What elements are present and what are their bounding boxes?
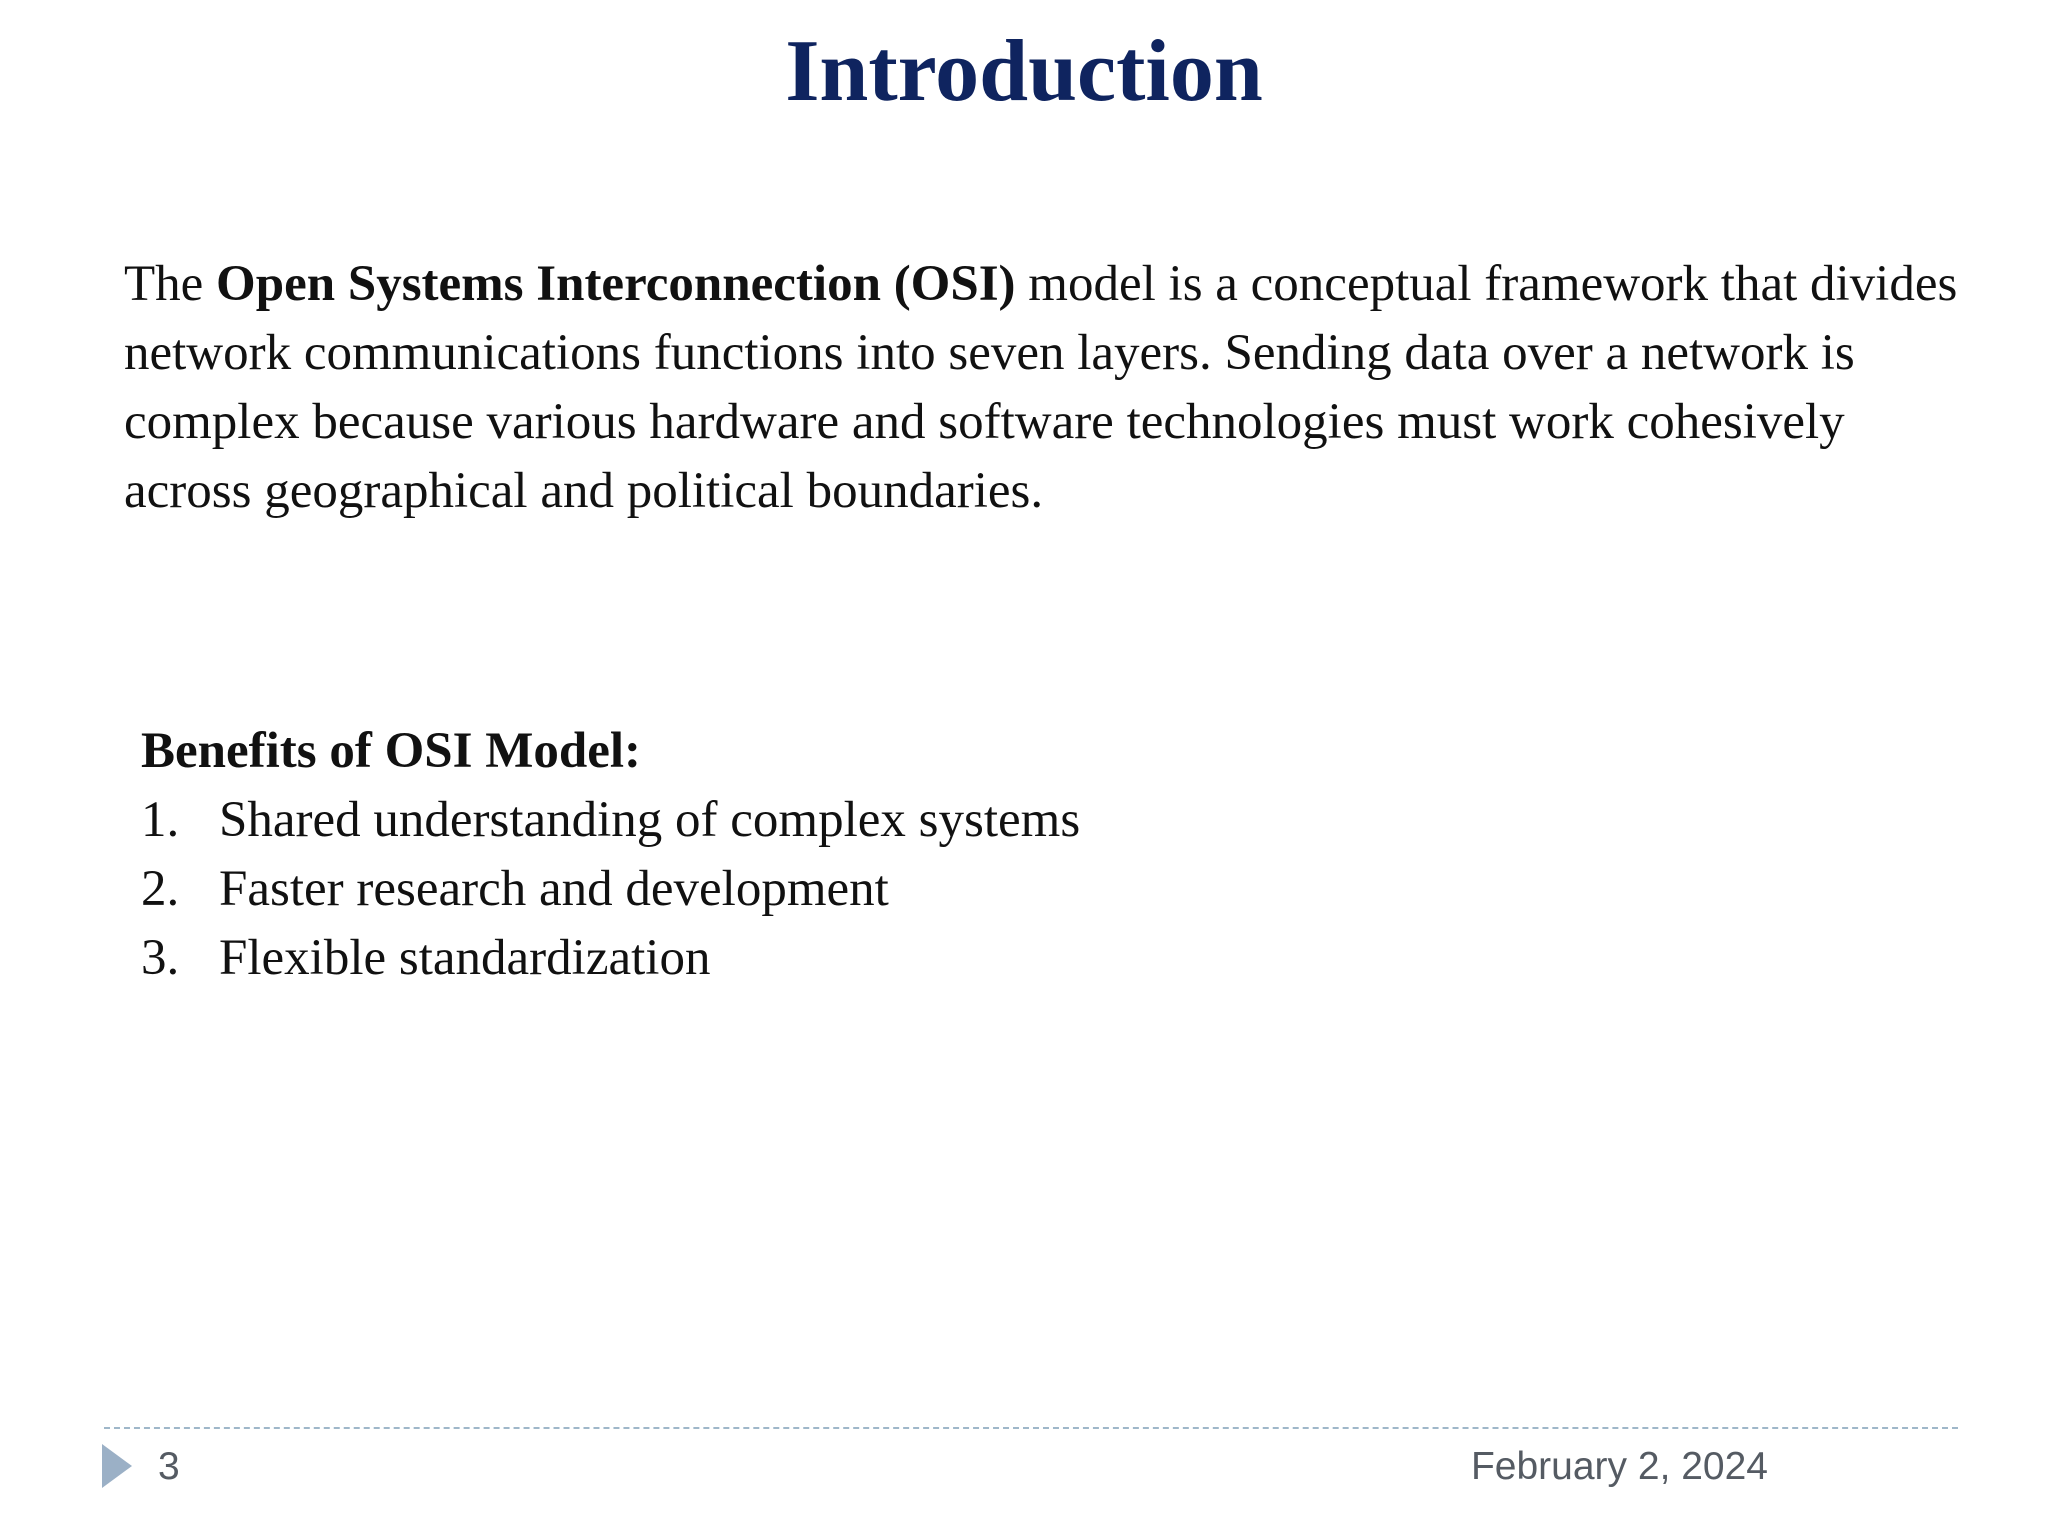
list-item-number: 3.: [141, 930, 180, 986]
footer-divider: [104, 1427, 1958, 1429]
list-item-text: Flexible standardization: [219, 930, 711, 986]
page-title: Introduction: [785, 23, 1263, 120]
osi-term: Open Systems Interconnection (OSI): [216, 256, 1016, 312]
list-item: [141, 786, 1841, 855]
page-number: 3: [158, 1445, 180, 1488]
footer-date: February 2, 2024: [1470, 1445, 1768, 1488]
intro-paragraph: [124, 250, 1964, 526]
triangle-right-icon: [102, 1444, 132, 1488]
list-item: [141, 855, 1841, 924]
intro-text: model is a conceptual framework that divides network communications functions into seven layers. Sending data over a network is complex because various hardware and software technologies must work cohesively across geographical and political boundaries.: [124, 256, 1958, 519]
list-item: [141, 924, 1841, 993]
list-item-text: Shared understanding of complex systems: [219, 792, 1081, 848]
intro-prefix: The: [124, 256, 217, 312]
list-item-text: Faster research and development: [219, 861, 889, 917]
list-item-number: 1.: [141, 792, 180, 848]
benefits-list: [141, 786, 1841, 993]
benefits-section: [141, 717, 1841, 993]
list-item-number: 2.: [141, 861, 180, 917]
benefits-heading: Benefits of OSI Model:: [141, 723, 642, 779]
